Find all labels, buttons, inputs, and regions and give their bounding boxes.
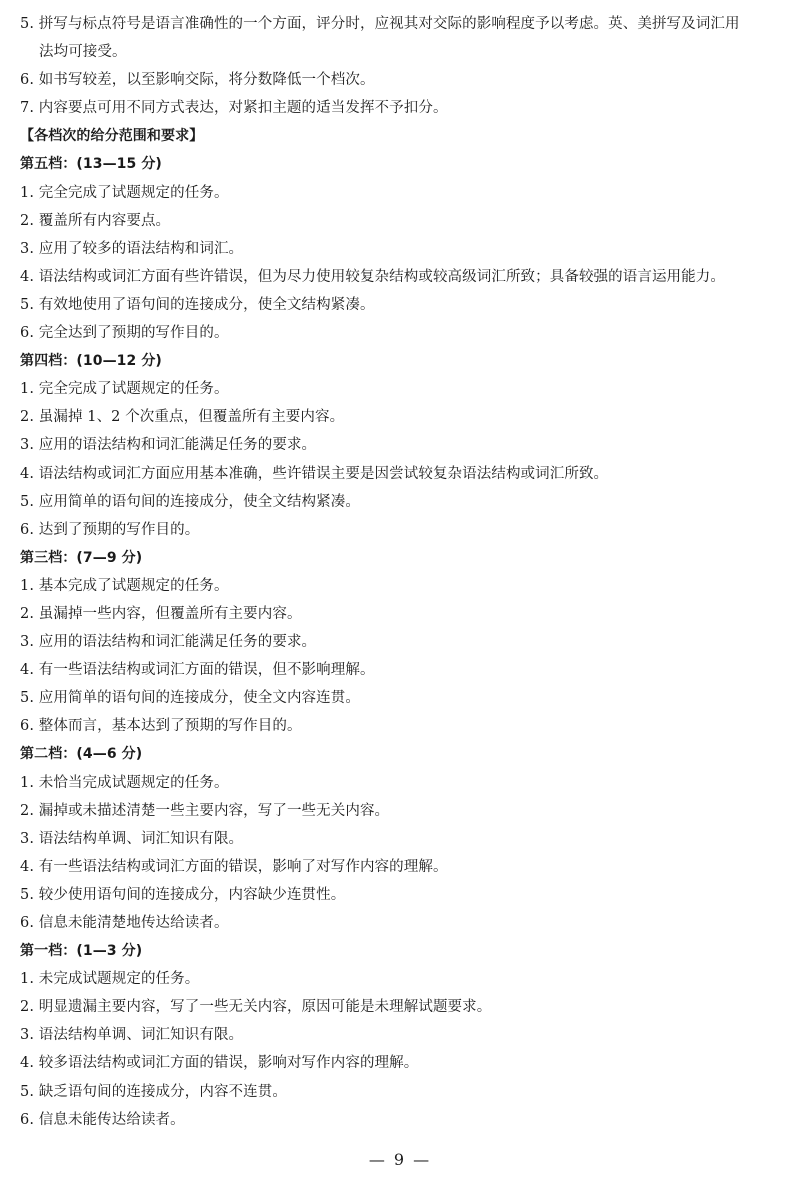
tier-item: 2. 虽漏掉一些内容，但覆盖所有主要内容。 xyxy=(20,605,302,622)
tier-item: 5. 应用简单的语句间的连接成分，使全文结构紧凑。 xyxy=(20,493,360,510)
tier-item: 6. 达到了预期的写作目的。 xyxy=(20,521,200,538)
tier-item: 4. 语法结构或词汇方面应用基本准确，些许错误主要是因尝试较复杂语法结构或词汇所致。 xyxy=(20,465,609,482)
tier-item: 2. 覆盖所有内容要点。 xyxy=(20,212,171,229)
tier-item: 3. 语法结构单调、词汇知识有限。 xyxy=(20,1027,244,1044)
tier-item: 5. 缺乏语句间的连接成分，内容不连贯。 xyxy=(20,1083,287,1100)
page-number: — 9 — xyxy=(368,1150,432,1169)
tier-item: 1. 基本完成了试题规定的任务。 xyxy=(20,577,229,594)
tier-item: 4. 有一些语法结构或词汇方面的错误，影响了对写作内容的理解。 xyxy=(20,858,448,875)
tier-heading: 第三档：(7—9 分) xyxy=(20,549,143,566)
tier-item: 6. 信息未能传达给读者。 xyxy=(20,1111,185,1128)
document-page xyxy=(20,10,790,1134)
intro-item-7: 7. 内容要点可用不同方式表达，对紧扣主题的适当发挥不予扣分。 xyxy=(20,100,448,117)
intro-item-6: 6. 如书写较差，以至影响交际，将分数降低一个档次。 xyxy=(20,72,375,89)
tier-item: 3. 应用了较多的语法结构和词汇。 xyxy=(20,240,244,257)
tier-item: 3. 应用的语法结构和词汇能满足任务的要求。 xyxy=(20,437,317,454)
tier-item: 5. 有效地使用了语句间的连接成分，使全文结构紧凑。 xyxy=(20,296,375,313)
tier-item: 2. 虽漏掉 1、2 个次重点，但覆盖所有主要内容。 xyxy=(20,409,345,426)
intro-item-5-line-1: 5. 拼写与标点符号是语言准确性的一个方面，评分时，应视其对交际的影响程度予以考虑。英、美拼写及词汇用 xyxy=(20,16,740,32)
tier-item: 1. 完全完成了试题规定的任务。 xyxy=(20,381,229,398)
tier-item: 1. 未完成试题规定的任务。 xyxy=(20,971,200,988)
tier-item: 2. 明显遗漏主要内容，写了一些无关内容，原因可能是未理解试题要求。 xyxy=(20,999,492,1016)
tier-item: 1. 未恰当完成试题规定的任务。 xyxy=(20,774,229,791)
tier-heading: 第二档：(4—6 分) xyxy=(20,746,143,763)
section-title: 【各档次的给分范围和要求】 xyxy=(20,128,204,145)
tier-item: 4. 有一些语法结构或词汇方面的错误，但不影响理解。 xyxy=(20,662,375,679)
tier-heading: 第五档：(13—15 分) xyxy=(20,156,162,173)
tier-item: 1. 完全完成了试题规定的任务。 xyxy=(20,184,229,201)
intro-item-5-line-2: 法均可接受。 xyxy=(39,44,127,61)
tier-item: 4. 语法结构或词汇方面有些许错误，但为尽力使用较复杂结构或较高级词汇所致；具备较强的语言运用能力。 xyxy=(20,268,725,285)
tier-item: 5. 应用简单的语句间的连接成分，使全文内容连贯。 xyxy=(20,690,360,707)
tier-item: 2. 漏掉或未描述清楚一些主要内容，写了一些无关内容。 xyxy=(20,802,390,819)
tier-item: 3. 应用的语法结构和词汇能满足任务的要求。 xyxy=(20,634,317,651)
tier-item: 6. 整体而言，基本达到了预期的写作目的。 xyxy=(20,718,302,735)
tier-item: 5. 较少使用语句间的连接成分，内容缺少连贯性。 xyxy=(20,886,346,903)
tier-item: 3. 语法结构单调、词汇知识有限。 xyxy=(20,830,244,847)
tier-item: 6. 完全达到了预期的写作目的。 xyxy=(20,325,229,342)
tier-item: 4. 较多语法结构或词汇方面的错误，影响对写作内容的理解。 xyxy=(20,1055,419,1072)
tier-heading: 第四档：(10—12 分) xyxy=(20,353,162,370)
tier-item: 6. 信息未能清楚地传达给读者。 xyxy=(20,915,229,931)
tier-heading: 第一档：(1—3 分) xyxy=(20,943,143,960)
